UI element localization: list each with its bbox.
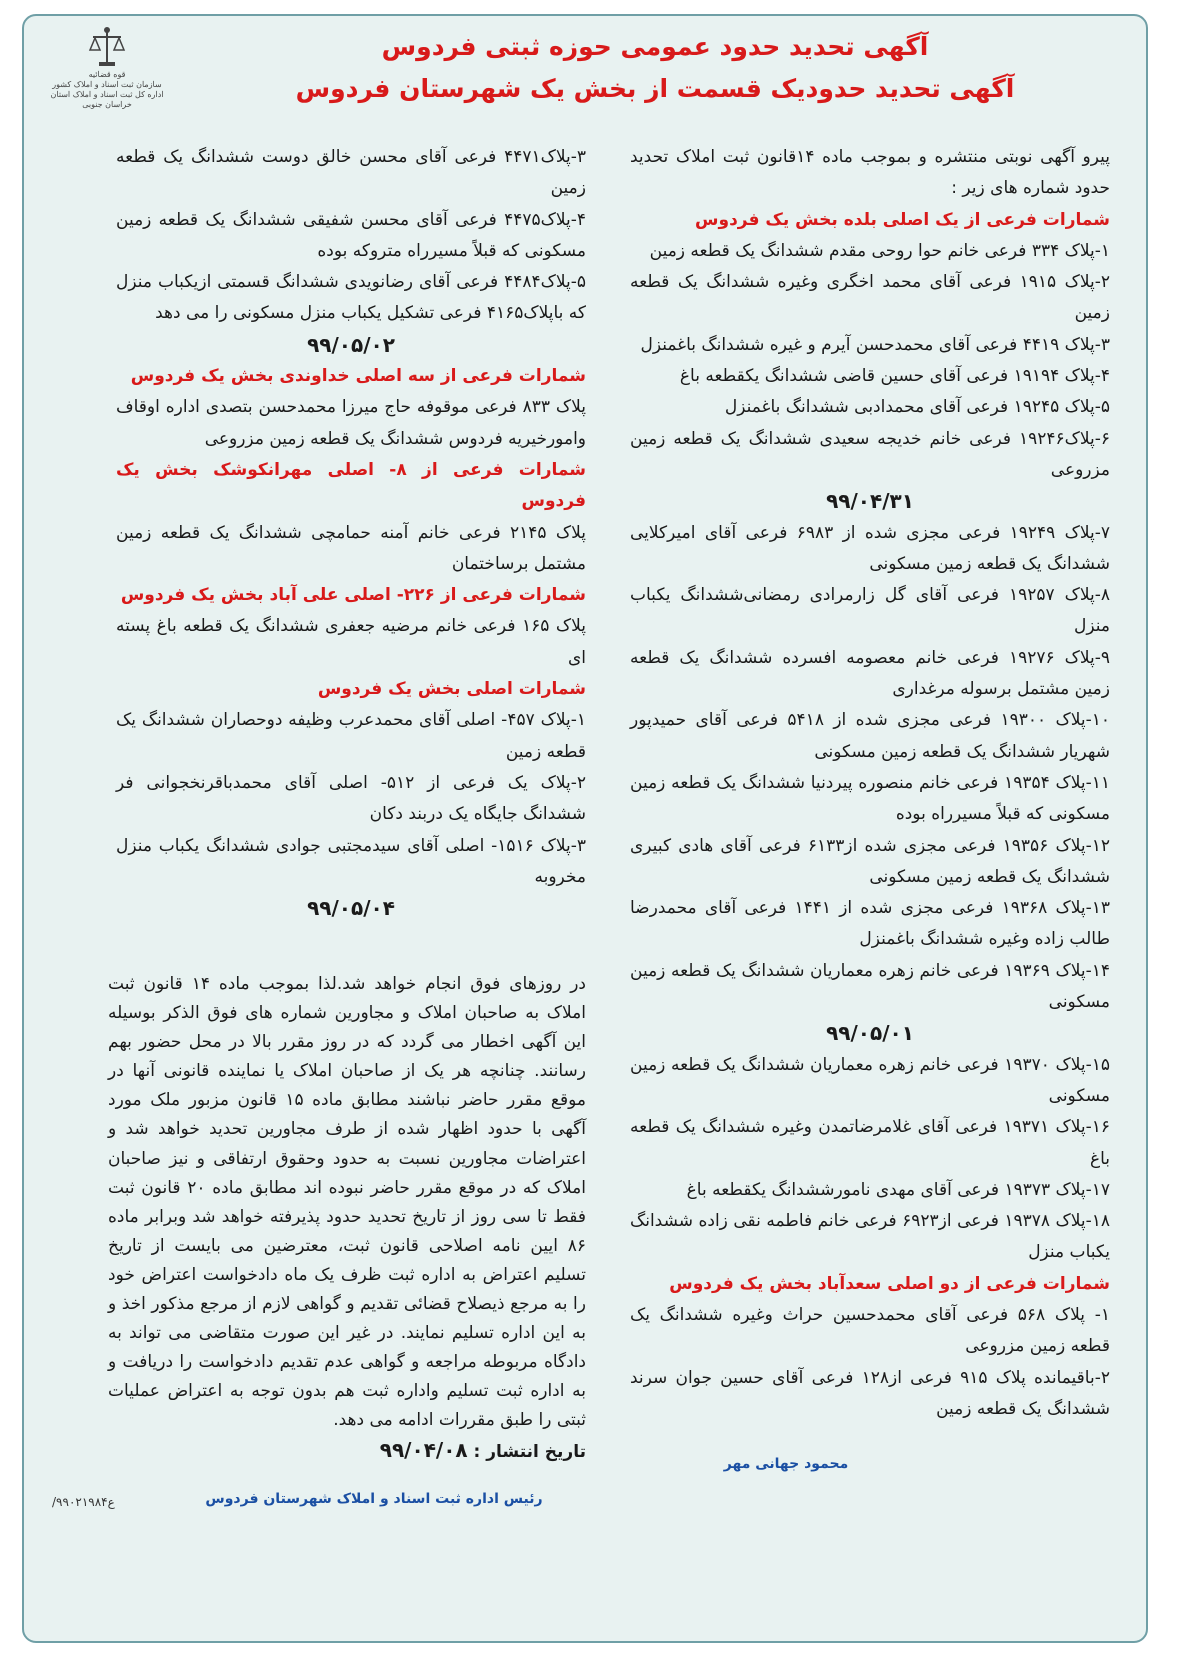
section-heading: شمارات فرعی از یک اصلی بلده بخش یک فردوس xyxy=(695,209,1110,230)
plot-entry: پلاک ۸۳۳ فرعی موقوفه حاج میرزا محمدحسن بتصدی اداره اوقاف وامورخیریه فردوس ششدانگ یک قطعه زمین مزروعی xyxy=(116,397,586,449)
session-date: ۹۹/۰۵/۰۱ xyxy=(826,1021,914,1046)
plot-entry: پیرو آگهی نوبتی منتشره و بموجب ماده ۱۴قانون ثبت املاک تحدید حدود شماره های زیر : xyxy=(630,147,1110,199)
plot-entry: ۲-پلاک یک فرعی از ۵۱۲- اصلی آقای محمدباقرنخجوانی فر ششدانگ جایگاه یک دربند دکان xyxy=(116,772,586,825)
right-column xyxy=(630,142,1110,1425)
logo-text-3: اداره کل ثبت اسناد و املاک استان خراسان جنوبی xyxy=(50,90,164,109)
plot-entry: ۱۴-پلاک ۱۹۳۶۹ فرعی خانم زهره معماریان ششدانگ یک قطعه زمین مسکونی xyxy=(630,960,1110,1013)
plot-entry: ۵-پلاک ۱۹۲۴۵ فرعی آقای محمدادبی ششدانگ باغمنزل xyxy=(724,397,1110,418)
plot-entry: ۱۶-پلاک ۱۹۳۷۱ فرعی آقای غلامرضاتمدن وغیره ششدانگ یک قطعه باغ xyxy=(630,1117,1110,1169)
plot-entry: ۳-پلاک ۴۴۱۹ فرعی آقای محمدحسن آیرم و غیره ششدانگ باغمنزل xyxy=(640,334,1110,355)
plot-entry: ۲-پلاک ۱۹۱۵ فرعی آقای محمد اخگری وغیره ششدانگ یک قطعه زمین xyxy=(630,272,1110,324)
section-heading: شمارات فرعی از ۸- اصلی مهرانکوشک بخش یک فردوس xyxy=(116,459,586,512)
section-heading: شمارات فرعی از ۲۲۶- اصلی علی آباد بخش یک فردوس xyxy=(120,585,586,606)
plot-entry: ۱۳-پلاک ۱۹۳۶۸ فرعی مجزی شده از ۱۴۴۱ فرعی آقای محمدرضا طالب زاده وغیره ششدانگ باغمنزل xyxy=(630,898,1110,950)
plot-entry: ۹-پلاک ۱۹۲۷۶ فرعی خانم معصومه افسرده ششدانگ یک قطعه زمین مشتمل برسوله مرغداری xyxy=(630,647,1110,700)
session-date: ۹۹/۰۵/۰۲ xyxy=(307,332,395,357)
plot-entry: پلاک ۱۶۵ فرعی خانم مرضیه جعفری ششدانگ یک قطعه باغ پسته ای xyxy=(116,616,586,668)
signer-name: محمود جهانی مهر xyxy=(723,1456,849,1472)
session-date: ۹۹/۰۴/۳۱ xyxy=(826,489,914,514)
section-heading: شمارات فرعی از دو اصلی سعدآباد بخش یک فردوس xyxy=(669,1273,1110,1294)
notice-frame xyxy=(22,14,1148,1643)
publication-label: تاریخ انتشار : xyxy=(473,1441,586,1462)
notice-text: در روزهای فوق انجام خواهد شد.لذا بموجب ماده ۱۴ قانون ثبت املاک به صاحبان املاک و مجاورین شماره های فوق الذکر بوسیله این آگهی اخطار می گردد که در روز مقرر بالا در محل حضور بهم رسانند. چنانچه هر یک از صاحبان املاک یا نماینده قانونی آنها در موقع مقرر حاضر نباشند مطابق ماده ۱۵ قانون مزبور ملک مورد آگهی با حدود اظهار شده از طرف مجاورین تحدید خواهد شد و اعتراضات مجاورین نسبت به حدود وحقوق ارتفاقی و نیز صاحبان املاک که در موقع مقرر حاضر نبوده اند مطابق ماده ۲۰ قانون ثبت فقط تا سی روز از تاریخ تحدید حدود پذیرفته خواهد شد وبرابر ماده ۸۶ ایین نامه اصلاحی قانون ثبت، معترضین می بایست از تاریخ تسلیم اعتراض به اداره ثبت ظرف یک ماه دادخواست اعتراض خود را به مرجع ذیصلاح قضائی تقدیم و گواهی لازم از مرجع مذکور اخذ و به این اداره تسلیم نمایند. در غیر این صورت متقاضی می تواند به دادگاه مربوطه مراجعه و گواهی عدم تقدیم دادخواست را دریافت و به اداره ثبت تسلیم واداره ثبت هم بدون توجه به اعتراض عملیات ثبتی را طبق مقررات ادامه می دهد. xyxy=(108,974,586,1431)
plot-entry: ۴-پلاک ۱۹۱۹۴ فرعی آقای حسین قاضی ششدانگ یکقطعه باغ xyxy=(679,366,1110,387)
judiciary-logo xyxy=(48,26,166,134)
publication-date: ۹۹/۰۴/۰۸ xyxy=(379,1437,468,1462)
ad-code: ع۹۹۰۲۱۹۸۴/ xyxy=(52,1495,115,1509)
plot-entry: ۱۵-پلاک ۱۹۳۷۰ فرعی خانم زهره معماریان ششدانگ یک قطعه زمین مسکونی xyxy=(630,1054,1110,1106)
plot-entry: ۱۲-پلاک ۱۹۳۵۶ فرعی مجزی شده از۶۱۳۳ فرعی آقای هادی کبیری ششدانگ یک قطعه زمین مسکونی xyxy=(630,835,1110,887)
plot-entry: پلاک ۲۱۴۵ فرعی خانم آمنه حمامچی ششدانگ یک قطعه زمین مشتمل برساختمان xyxy=(116,522,586,574)
logo-text-2: سازمان ثبت اسناد و املاک کشور xyxy=(52,80,162,89)
plot-entry: ۱۸-پلاک ۱۹۳۷۸ فرعی از۶۹۲۳ فرعی خانم فاطمه نقی زاده ششدانگ یکباب منزل xyxy=(630,1211,1110,1263)
main-title: آگهی تحدید حدود عمومی حوزه ثبتی فردوس xyxy=(381,32,929,61)
plot-entry: ۵-پلاک۴۴۸۴ فرعی آقای رضانویدی ششدانگ قسمتی ازیکباب منزل که باپلاک۴۱۶۵ فرعی تشکیل یکباب منزل مسکونی را می دهد xyxy=(116,272,586,324)
plot-entry: ۱- پلاک ۵۶۸ فرعی آقای محمدحسین حراث وغیره ششدانگ یک قطعه زمین مزروعی xyxy=(630,1304,1110,1357)
session-date: ۹۹/۰۵/۰۴ xyxy=(307,896,395,921)
plot-entry: ۶-پلاک۱۹۲۴۶ فرعی خانم خدیجه سعیدی ششدانگ یک قطعه زمین مزروعی xyxy=(630,428,1110,480)
signer-title: رئیس اداره ثبت اسناد و املاک شهرستان فردوس xyxy=(205,1491,543,1507)
plot-entry: ۱۱-پلاک ۱۹۳۵۴ فرعی خانم منصوره پیردنیا ششدانگ یک قطعه زمین مسکونی که قبلاً مسیرراه بوده xyxy=(630,772,1110,825)
section-heading: شمارات فرعی از سه اصلی خداوندی بخش یک فردوس xyxy=(130,366,586,387)
plot-entry: ۱۷-پلاک ۱۹۳۷۳ فرعی آقای مهدی نامورششدانگ یکقطعه باغ xyxy=(686,1179,1110,1200)
plot-entry: ۱-پلاک ۴۵۷- اصلی آقای محمدعرب وظیفه دوحصاران ششدانگ یک قطعه زمین xyxy=(116,710,586,762)
logo-text-1: قوه قضائیه xyxy=(88,70,126,79)
notice-body xyxy=(108,970,586,1467)
scales-of-justice-icon xyxy=(87,26,127,70)
section-heading: شمارات اصلی بخش یک فردوس xyxy=(317,679,586,700)
plot-entry: ۲-باقیمانده پلاک ۹۱۵ فرعی از۱۲۸ فرعی آقای حسین جوان سرند ششدانگ یک قطعه زمین xyxy=(630,1367,1110,1419)
sub-title: آگهی تحدید حدودیک قسمت از بخش یک شهرستان فردوس xyxy=(295,74,1015,103)
plot-entry: ۷-پلاک ۱۹۲۴۹ فرعی مجزی شده از ۶۹۸۳ فرعی آقای امیرکلایی ششدانگ یک قطعه زمین مسکونی xyxy=(630,522,1110,574)
header xyxy=(24,16,1146,131)
plot-entry: ۳-پلاک۴۴۷۱ فرعی آقای محسن خالق دوست ششدانگ یک قطعه زمین xyxy=(116,147,586,199)
left-column xyxy=(116,142,586,924)
plot-entry: ۸-پلاک ۱۹۲۵۷ فرعی آقای گل زارمرادی رمضانی‌ششدانگ یکباب منزل xyxy=(630,585,1110,637)
plot-entry: ۴-پلاک۴۴۷۵ فرعی آقای محسن شفیقی ششدانگ یک قطعه زمین مسکونی که قبلاً مسیرراه متروکه بوده xyxy=(116,209,586,261)
plot-entry: ۳-پلاک ۱۵۱۶- اصلی آقای سیدمجتبی جوادی ششدانگ یکباب منزل مخروبه xyxy=(116,835,586,887)
plot-entry: ۱-پلاک ۳۳۴ فرعی خانم حوا روحی مقدم ششدانگ یک قطعه زمین xyxy=(649,240,1110,261)
plot-entry: ۱۰-پلاک ۱۹۳۰۰ فرعی مجزی شده از ۵۴۱۸ فرعی آقای حمیدپور شهریار ششدانگ یک قطعه زمین مسکونی xyxy=(630,710,1110,762)
